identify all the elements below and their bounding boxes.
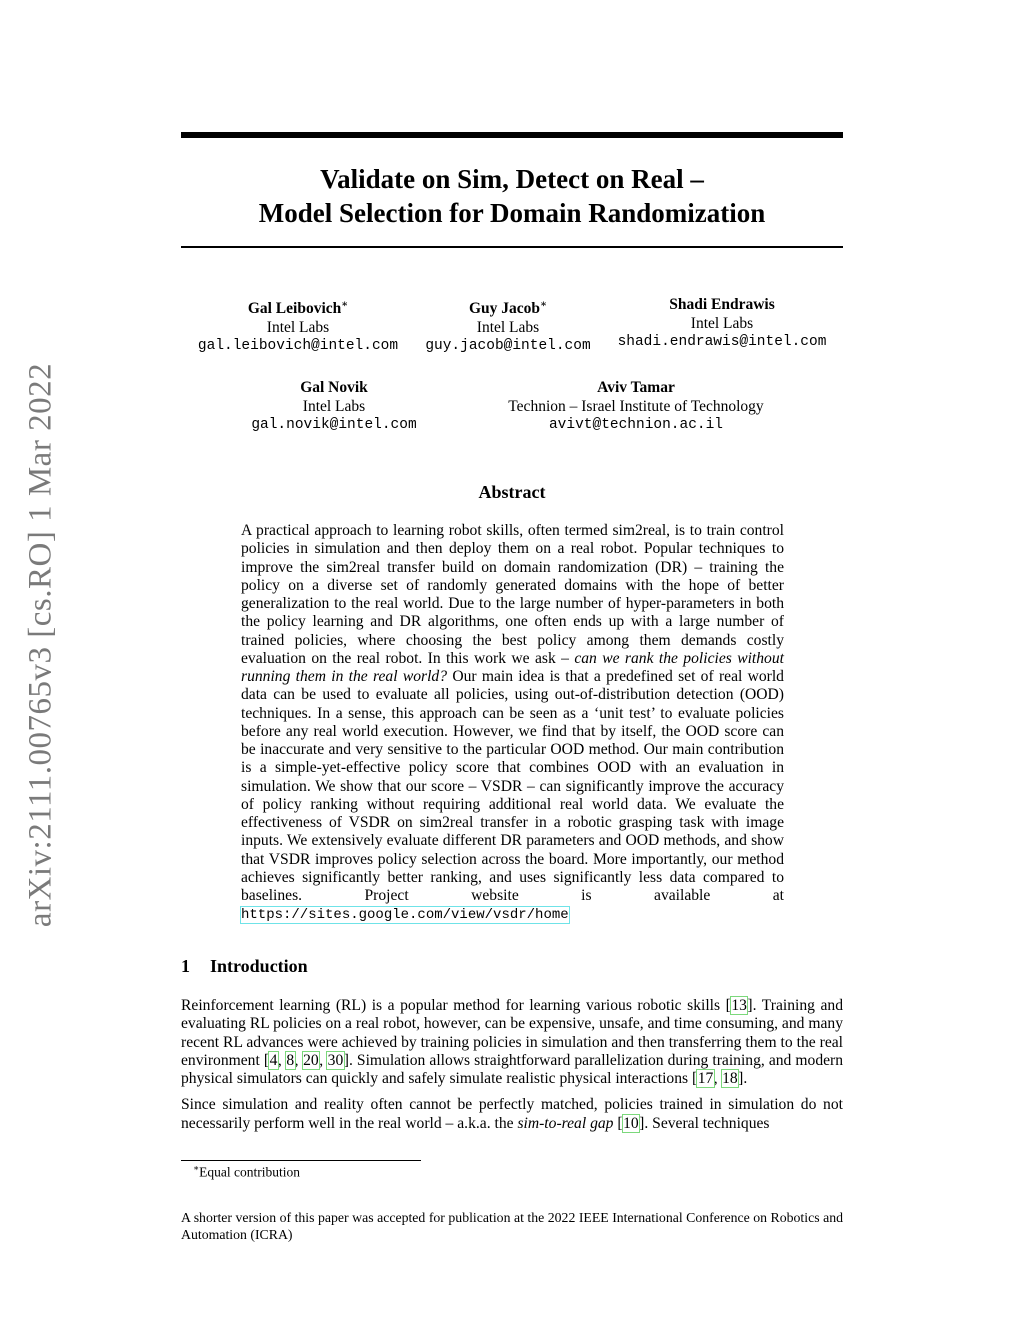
project-website-link[interactable]: https://sites.google.com/view/vsdr/home [241,907,569,924]
author-affiliation: Intel Labs [302,397,366,415]
footnote [193,1163,300,1181]
author-email[interactable]: avivt@technion.ac.il [548,417,724,433]
title-top-rule [181,132,843,138]
abstract-text [241,522,784,925]
footnote-rule [181,1160,421,1161]
author-name: Gal Novik [300,379,368,396]
author-affiliation: Intel Labs [266,318,330,336]
text-run: Since simulation and reality often cannot be perfectly matched, policies trained in simulation do not necessarily perform well in the real world – a.k.a. the [181,1096,843,1132]
emphasized-term: sim-to-real gap [517,1114,614,1132]
author-email[interactable]: gal.novik@intel.com [251,417,417,433]
paper-title [181,162,843,230]
author-name: Guy Jacob [469,300,541,318]
author-email[interactable]: gal.leibovich@intel.com [197,338,399,355]
section-title: Introduction [210,956,308,976]
intro-paragraph-2 [181,1096,843,1133]
text-run: [ [613,1114,623,1132]
text-run: ]. Several techniques [639,1114,770,1132]
author-name: Gal Leibovich [247,300,342,318]
citation-link[interactable]: 20 [303,1051,319,1069]
author-name: Shadi Endrawis [669,296,775,313]
text-run: ]. Simulation allows straightforward parallelization during training, and modern physical simulators can quickly and safely simulate realistic physical interactions [ [181,1051,844,1087]
title-line-2: Model Selection for Domain Randomization [258,198,766,228]
author-block [609,296,835,352]
equal-contribution-mark: ∗ [341,299,349,310]
author-affiliation: Intel Labs [476,318,540,336]
citation-link[interactable]: 30 [327,1051,344,1069]
citation-link[interactable]: 17 [697,1070,714,1087]
abstract-heading: Abstract [478,482,546,502]
title-bottom-rule [181,246,843,248]
section-number: 1 [181,956,190,976]
abstract-question: can we rank the policies without running them in the real world? [241,649,784,685]
abstract-part-2: Our main idea is that a predefined set of real world data can be used to evaluate all policies, using out-of-distribution detection (OOD) techniques. In a sense, this approach can be seen as a ‘unit test’ to evaluate policies before any real world execution. However, we find that by itself, the OOD score can be inaccurate and very sensitive to the particular OOD method. Our main contribution is a simple-yet-effective policy score that combines OOD with an evaluation in simulation. We show that our score – VSDR – can significantly improve the accuracy of policy ranking without requiring additional real world data. We evaluate the effectiveness of VSDR on sim2real transfer in a robotic grasping task with image inputs. We extensively evaluate different DR parameters and OOD methods, and show that VSDR improves policy selection across the board. More importantly, our method achieves significantly better ranking, and uses significantly less data compared to baselines. Project website is available at [241,668,784,904]
author-email[interactable]: guy.jacob@intel.com [425,338,591,355]
footnote-text: Equal contribution [199,1164,300,1180]
author-affiliation: Technion – Israel Institute of Technology [508,397,764,415]
citation-link[interactable]: 4 [269,1051,278,1069]
author-block [237,379,431,435]
citation-link[interactable]: 8 [286,1051,295,1069]
intro-paragraph-1: Reinforcement learning (RL) is a popular method for learning various robotic skills [13]. Training and evaluating RL policies on a real robot, however, can be expensive, unsafe, and time consuming, and many recent RL advances were achieved by training policies in simulation and then transferring them to the real environment [4, 8, 20, 30]. Simulation allows straightforward parallelization during training, and modern physical simulators can quickly and safely simulate realistic physical interactions [17, 18]. [181,997,844,1087]
citation-link[interactable]: 18 [722,1070,738,1087]
author-block [481,379,791,435]
author-email[interactable]: shadi.endrawis@intel.com [617,334,827,350]
abstract-part-1: A practical approach to learning robot skills, often termed sim2real, is to train control policies in simulation and then deploy them on a real robot. Popular techniques to improve the sim2real transfer build on domain randomization (DR) – training the policy on a diverse set of randomly generated domains with the hope of better generalization to the real world. Due to the large number of hyper-parameters in both the policy learning and DR algorithms, one often ends up with a large number of trained policies, where choosing the best policy among them demands costly evaluation on the real robot. In this work we ask – [241,522,784,667]
publication-note: A shorter version of this paper was accepted for publication at the 2022 IEEE International Conference on Robotics and Automation (ICRA) [181,1210,843,1242]
section-heading-introduction [181,956,308,977]
footnote-mark: ∗ [193,1163,200,1173]
introduction-body [181,997,843,1141]
title-line-1: Validate on Sim, Detect on Real – [320,164,704,194]
author-affiliation: Intel Labs [690,314,754,332]
author-block [413,296,603,356]
text-run: ]. [738,1070,748,1087]
arxiv-identifier-stamp: arXiv:2111.00765v3 [cs.RO] 1 Mar 2022 [22,362,59,928]
equal-contribution-mark: ∗ [540,299,547,310]
text-run: Reinforcement learning (RL) is a popular method for learning various robotic skills [ [181,997,731,1014]
citation-link[interactable]: 13 [731,997,747,1014]
author-block [185,296,411,356]
author-name: Aviv Tamar [597,379,675,396]
text-run: ]. Training and evaluating RL policies on a real robot, however, can be expensive, unsafe, and time consuming, and many recent RL advances were achieved by training policies in simulation and then transferring them to the real environment [ [181,997,843,1069]
citation-link[interactable]: 10 [623,1114,639,1132]
